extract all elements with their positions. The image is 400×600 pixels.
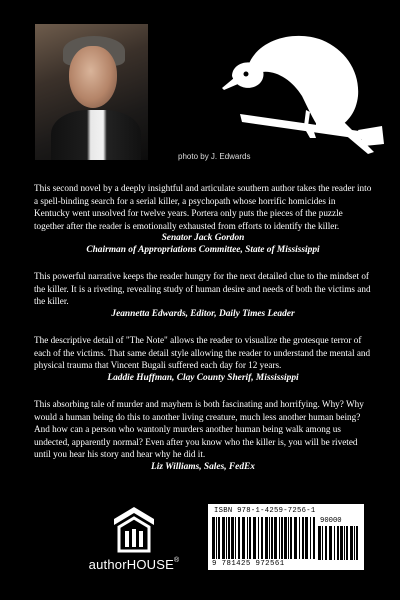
- publisher-name: [74, 557, 194, 572]
- barcode-bar: [247, 517, 248, 559]
- blurb-attribution-title: Chairman of Appropriations Committee, State of Mississippi: [86, 245, 320, 256]
- blurb-text: This powerful narrative keeps the reader hungry for the next detailed clue to the mindset of the killer. It is a riveting, revealing study of human desire and needs of both the victims and the killer.: [34, 271, 371, 307]
- barcode-bar: [279, 517, 280, 559]
- barcode-bar: [288, 517, 289, 559]
- publisher-name-text: authorHOUSE: [88, 557, 174, 572]
- price-barcode-bars: [318, 526, 358, 560]
- barcode-bar: [313, 517, 315, 559]
- barcode-bar: [253, 517, 256, 559]
- barcode-bar: [249, 517, 251, 559]
- blurb-text: This absorbing tale of murder and mayhem is both fascinating and horrifying. Why? Why would a human being do this to another living creature, much less another human being? And how can a person who wantonly murders another human being walk among us undected, apparently normal? Even after you know who the killer is, you will be riveted until you hear his story and hear why he did it.: [34, 399, 364, 460]
- barcode-bar: [212, 517, 215, 559]
- isbn-number: ISBN 978-1-4259-7256-1: [214, 507, 316, 515]
- blurb-2: [34, 270, 372, 320]
- photo-face: [69, 46, 117, 108]
- barcode-bar: [340, 526, 343, 560]
- barcode-bar: [356, 526, 358, 560]
- barcode-bar: [350, 526, 353, 560]
- blurb-text: The descriptive detail of "The Note" allows the reader to visualize the grotesque terror of each of the victims. That same detail style allowing the reader to understand the mental and physical trauma that Vincent Bugali suffered each day for 12 years.: [34, 335, 371, 371]
- photo-credit: photo by J. Edwards: [178, 152, 251, 161]
- barcode-bar: [226, 517, 227, 559]
- blurb-attribution: Senator Jack Gordon: [161, 233, 245, 244]
- isbn-barcode: [208, 504, 364, 570]
- price-code: 90000: [320, 517, 342, 525]
- blurb-3: [34, 334, 372, 384]
- blurb-1: [34, 182, 372, 257]
- blurb-attribution: Jeannetta Edwards, Editor, Daily Times Leader: [111, 308, 295, 319]
- barcode-bar: [337, 526, 339, 560]
- barcode-bar: [290, 517, 292, 559]
- barcode-bar: [258, 517, 259, 559]
- barcode-bar: [354, 526, 355, 560]
- blurb-attribution: Liz Williams, Sales, FedEx: [151, 461, 255, 472]
- barcode-bar: [269, 517, 270, 559]
- bird-on-rifle-silhouette: [218, 26, 384, 162]
- barcode-bar: [222, 517, 225, 559]
- barcode-bar: [271, 517, 273, 559]
- authorhouse-house-icon: [112, 505, 156, 555]
- barcode-bar: [242, 517, 245, 559]
- author-photo: [35, 24, 148, 160]
- barcode-bar: [318, 526, 321, 560]
- ean-digits: 9 781425 972561: [212, 560, 285, 568]
- barcode-bar: [284, 517, 287, 559]
- barcode-bar: [329, 526, 332, 560]
- barcode-bar: [299, 517, 300, 559]
- ean-barcode-bars: [212, 517, 316, 559]
- blurb-text: This second novel by a deeply insightful and articulate southern author takes the reader into a spell-binding search for a serial killer, a psychopath whose horrific homicides in Kentucky went unsolved for twelve years. Portera only puts the pieces of the puzzle together after the reader is emotionally exhausted from efforts to identify the killer.: [34, 183, 372, 231]
- blurb-4: [34, 398, 372, 473]
- blurb-attribution: Laddie Huffman, Clay County Sherif, Mississippi: [107, 372, 299, 383]
- barcode-bar: [235, 517, 236, 559]
- registered-mark: ®: [173, 557, 180, 564]
- barcode-bar: [231, 517, 234, 559]
- barcode-bar: [322, 526, 323, 560]
- barcode-bar: [265, 517, 268, 559]
- barcode-bar: [238, 517, 240, 559]
- barcode-bar: [228, 517, 230, 559]
- barcode-bar: [310, 517, 311, 559]
- barcode-bar: [281, 517, 283, 559]
- photo-shirt: [51, 110, 141, 160]
- barcode-bar: [261, 517, 263, 559]
- publisher-logo: [74, 505, 194, 575]
- barcode-bar: [294, 517, 297, 559]
- barcode-bar: [302, 517, 304, 559]
- barcode-bar: [325, 526, 327, 560]
- barcode-bar: [346, 526, 348, 560]
- barcode-bar: [218, 517, 220, 559]
- barcode-bar: [334, 526, 335, 560]
- barcode-bar: [274, 517, 277, 559]
- barcode-bar: [305, 517, 308, 559]
- barcode-bar: [344, 526, 345, 560]
- barcode-bar: [216, 517, 217, 559]
